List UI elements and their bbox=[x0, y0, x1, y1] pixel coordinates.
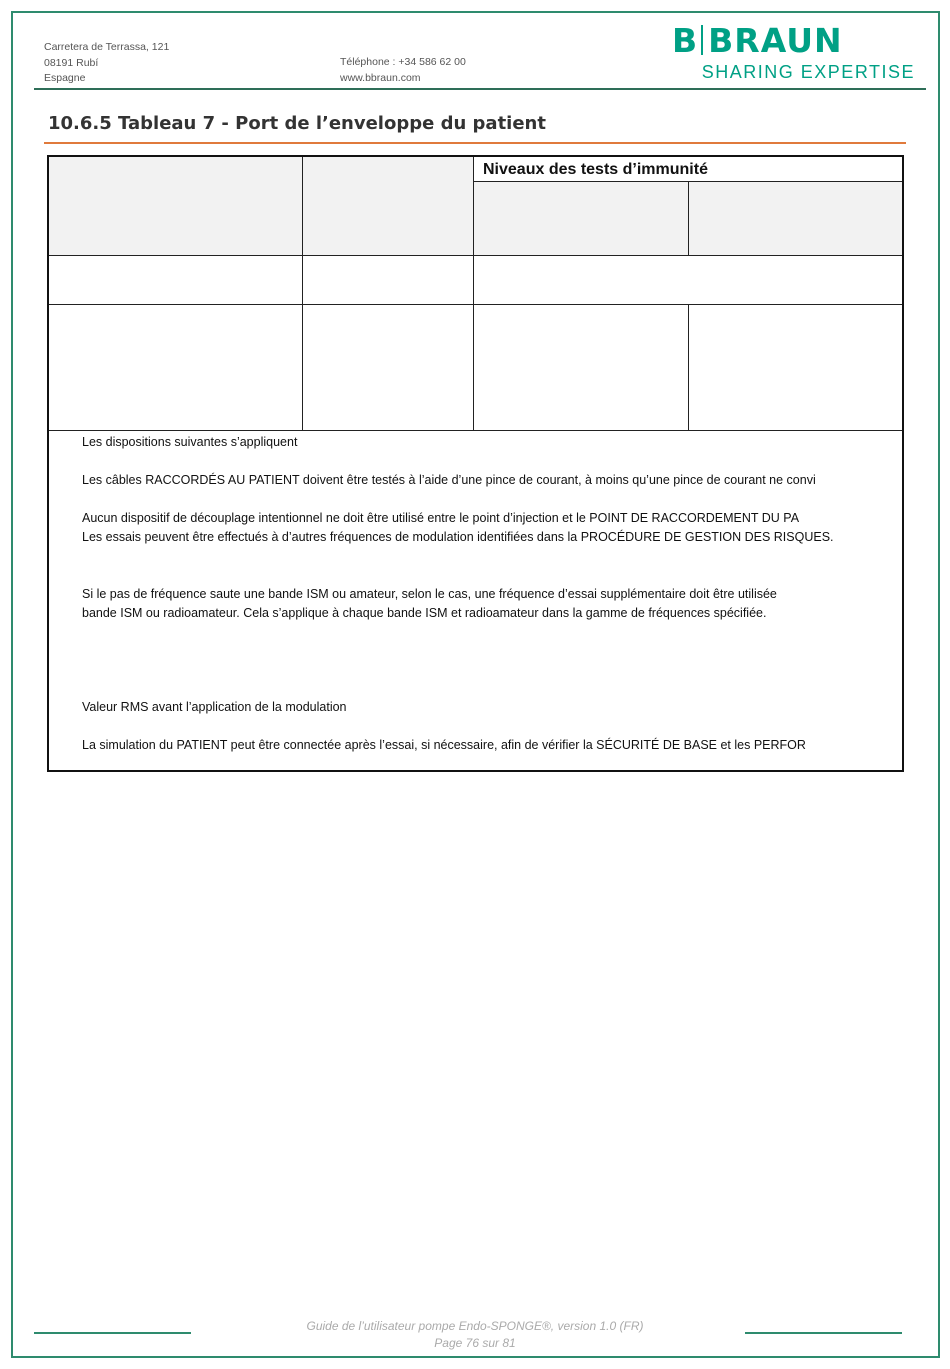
table-rule bbox=[302, 157, 303, 431]
company-contact bbox=[340, 55, 466, 86]
header-divider bbox=[34, 88, 926, 90]
table-rule bbox=[473, 157, 474, 431]
website-link[interactable]: www.bbraun.com bbox=[340, 71, 421, 84]
note-line: Les essais peuvent être effectués à d’autres fréquences de modulation identifiées dans la PROCÉDURE DE GESTION DES RISQUES. bbox=[82, 530, 834, 544]
table-rule bbox=[49, 255, 902, 256]
title-underline bbox=[44, 142, 906, 144]
immunity-table bbox=[47, 155, 904, 772]
company-address bbox=[44, 40, 169, 87]
footer-guide-title: Guide de l’utilisateur pompe Endo-SPONGE®, version 1.0 (FR) bbox=[306, 1319, 644, 1333]
note-line: Aucun dispositif de découplage intentionnel ne doit être utilisé entre le point d’injection et le POINT DE RACCORDEMENT DU PA bbox=[82, 511, 800, 525]
table-rule bbox=[49, 304, 902, 305]
address-line: 08191 Rubí bbox=[44, 56, 99, 69]
header-cell bbox=[303, 157, 473, 255]
table-notes bbox=[82, 433, 834, 755]
note-line: La simulation du PATIENT peut être connectée après l’essai, si nécessaire, afin de vérifier la SÉCURITÉ DE BASE et les PERFOR bbox=[82, 738, 806, 752]
logo-letter-b: B bbox=[672, 21, 699, 60]
logo-tagline: SHARING EXPERTISE bbox=[701, 62, 915, 82]
phone-number: Téléphone : +34 586 62 00 bbox=[340, 56, 466, 68]
header-cell bbox=[474, 182, 688, 255]
address-line: Espagne bbox=[44, 72, 86, 84]
table-rule bbox=[688, 304, 689, 431]
logo-divider bbox=[701, 25, 703, 55]
section-title: 10.6.5 Tableau 7 - Port de l’enveloppe du patient bbox=[48, 113, 546, 134]
immunity-levels-header: Niveaux des tests d’immunité bbox=[483, 161, 708, 178]
bbraun-logo bbox=[672, 21, 917, 82]
note-line: Les câbles RACCORDÉS AU PATIENT doivent être testés à l’aide d’une pince de courant, à moins qu’une pince de courant ne convi bbox=[82, 473, 816, 487]
table-rule bbox=[49, 430, 902, 431]
page-footer bbox=[0, 1318, 950, 1352]
page-number: Page 76 sur 81 bbox=[434, 1336, 516, 1350]
note-line: Valeur RMS avant l’application de la modulation bbox=[82, 700, 347, 714]
note-line: bande ISM ou radioamateur. Cela s’applique à chaque bande ISM et radioamateur dans la gamme de fréquences spécifiée. bbox=[82, 606, 767, 620]
header-cell bbox=[689, 182, 902, 255]
table-rule bbox=[688, 181, 689, 256]
note-line: Si le pas de fréquence saute une bande ISM ou amateur, selon le cas, une fréquence d’essai supplémentaire doit être utilisée bbox=[82, 587, 777, 601]
logo-braun: BRAUN bbox=[708, 21, 843, 60]
note-line: Les dispositions suivantes s’appliquent bbox=[82, 435, 298, 449]
header-cell bbox=[49, 157, 302, 255]
address-line: Carretera de Terrassa, 121 bbox=[44, 41, 170, 53]
logo-wordmark bbox=[672, 22, 917, 60]
